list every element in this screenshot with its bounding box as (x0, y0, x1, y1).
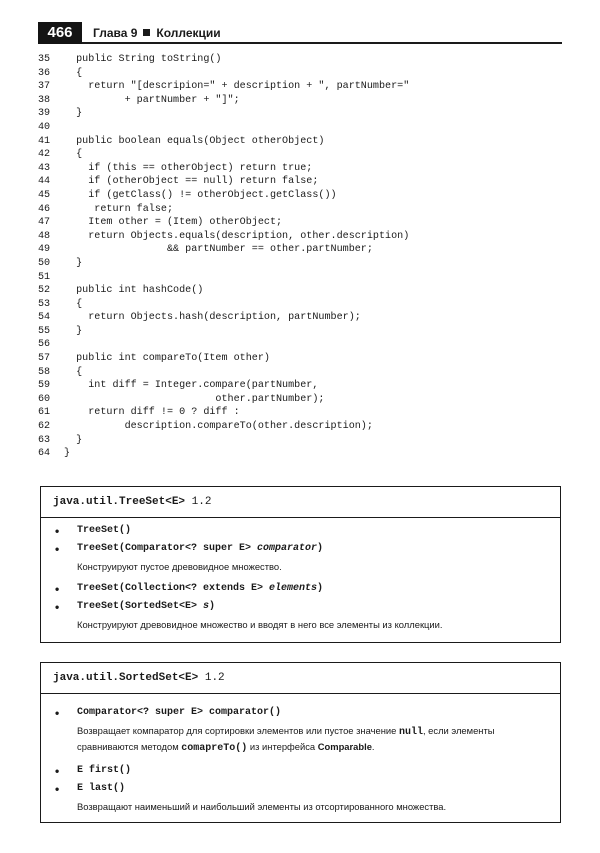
line-number: 44 (38, 176, 51, 188)
running-header (38, 22, 562, 44)
line-number: 43 (38, 162, 51, 174)
code-line (38, 420, 409, 434)
api-signature-end: ) (317, 543, 324, 554)
code-text: { (64, 298, 83, 310)
code-line (38, 298, 409, 312)
code-text: } (64, 257, 83, 269)
api-description: Конструируют древовидное множество и вводят в него все элементы из коллекции. (77, 619, 443, 630)
code-text: Item other = (Item) otherObject; (64, 217, 283, 229)
code-text: && partNumber == other.partNumber; (64, 244, 373, 256)
class-name: java.util.SortedSet<E> (53, 672, 199, 684)
code-text: other.partNumber); (64, 393, 325, 405)
code-line (38, 216, 409, 230)
api-signature: Comparator<? super E> comparator() (77, 707, 282, 718)
api-entry (55, 540, 548, 558)
code-text: + partNumber + "]"; (64, 94, 240, 106)
api-signature: E first() (77, 765, 132, 776)
code-line (38, 447, 409, 461)
section-label: Коллекции (156, 26, 221, 40)
code-text: return diff != 0 ? diff : (64, 407, 240, 419)
api-box-treeset (40, 486, 561, 643)
bullet-icon: • (55, 524, 60, 538)
line-number: 41 (38, 135, 51, 147)
line-number: 51 (38, 271, 51, 283)
line-number: 54 (38, 312, 51, 324)
bullet-icon: • (55, 542, 60, 556)
code-line (38, 135, 409, 149)
code-text: public int compareTo(Item other) (64, 353, 270, 365)
code-text: if (this == otherObject) return true; (64, 162, 313, 174)
code-line (38, 67, 409, 81)
line-number: 61 (38, 407, 51, 419)
code-text: } (64, 325, 83, 337)
version: 1.2 (204, 672, 225, 684)
chapter-label: Глава 9 (93, 26, 138, 40)
line-number: 36 (38, 67, 51, 79)
class-name: java.util.TreeSet<E> (53, 496, 186, 508)
api-signature: TreeSet(Comparator<? super E> (77, 543, 258, 554)
line-number: 50 (38, 257, 51, 269)
code-line (38, 243, 409, 257)
code-interface: Comparable (317, 741, 372, 752)
chapter-title (93, 22, 221, 44)
api-signature-end: ) (209, 601, 216, 612)
api-entry (55, 580, 548, 598)
code-text: if (getClass() != otherObject.getClass()) (64, 189, 337, 201)
code-text: public int hashCode() (64, 285, 204, 297)
api-param: elements (269, 583, 318, 594)
bullet-icon: • (55, 782, 60, 796)
code-text: return Objects.equals(description, other.description) (64, 230, 410, 242)
code-line (38, 148, 409, 162)
code-line (38, 257, 409, 271)
line-number: 56 (38, 339, 51, 351)
line-number: 40 (38, 121, 51, 133)
api-box-title (41, 487, 560, 518)
bullet-icon: • (55, 600, 60, 614)
code-line (38, 311, 409, 325)
line-number: 58 (38, 366, 51, 378)
code-text: return Objects.hash(description, partNumber); (64, 312, 361, 324)
code-text: return false; (64, 203, 174, 215)
header-rule (82, 42, 562, 44)
api-box-body (41, 694, 560, 814)
api-box-sortedset (40, 662, 561, 823)
api-box-title (41, 663, 560, 694)
line-number: 35 (38, 54, 51, 65)
code-line (38, 230, 409, 244)
code-text: } (64, 434, 83, 446)
line-number: 57 (38, 353, 51, 365)
version: 1.2 (191, 496, 212, 508)
line-number: 49 (38, 244, 51, 256)
code-text: if (otherObject == null) return false; (64, 176, 319, 188)
code-line (38, 406, 409, 420)
line-number: 62 (38, 421, 51, 433)
code-text: public boolean equals(Object otherObject) (64, 135, 325, 147)
line-number: 63 (38, 434, 51, 446)
bullet-icon: • (55, 706, 60, 720)
code-method: comapreTo() (181, 743, 248, 754)
api-entry (55, 780, 548, 798)
code-line (38, 203, 409, 217)
api-param: comparator (257, 543, 318, 554)
code-line (38, 338, 409, 352)
line-number: 47 (38, 217, 51, 229)
api-signature-end: ) (317, 583, 324, 594)
code-text: int diff = Integer.compare(partNumber, (64, 380, 319, 392)
line-number: 46 (38, 203, 51, 215)
code-text: } (64, 108, 83, 120)
api-entry (55, 704, 548, 722)
api-param: s (203, 601, 210, 612)
code-line (38, 271, 409, 285)
api-entry (55, 598, 548, 616)
line-number: 42 (38, 149, 51, 161)
api-description: Возвращают наименьший и наибольший элементы из отсортированного множества. (77, 801, 447, 812)
desc-text: . (371, 741, 375, 752)
page-number: 466 (38, 22, 82, 44)
code-text: public String toString() (64, 54, 222, 65)
code-text: { (64, 67, 83, 79)
bullet-icon: • (55, 582, 60, 596)
api-entry (55, 522, 548, 540)
line-number: 52 (38, 285, 51, 297)
api-entry (55, 762, 548, 780)
bullet-icon: • (55, 764, 60, 778)
code-line (38, 189, 409, 203)
code-line (38, 393, 409, 407)
api-description (55, 724, 548, 756)
api-signature: E last() (77, 783, 126, 794)
code-line (38, 366, 409, 380)
code-listing (38, 53, 409, 461)
code-null: null (398, 727, 423, 738)
line-number: 39 (38, 108, 51, 120)
code-line (38, 434, 409, 448)
desc-text: Возвращает компаратор для сортировки элементов или пустое значение (77, 725, 399, 736)
code-line (38, 379, 409, 393)
code-line (38, 94, 409, 108)
desc-text: из интерфейса (247, 741, 318, 752)
code-text: { (64, 366, 83, 378)
api-signature: TreeSet(SortedSet<E> (77, 601, 204, 612)
code-line (38, 352, 409, 366)
line-number: 48 (38, 230, 51, 242)
code-line (38, 107, 409, 121)
line-number: 55 (38, 325, 51, 337)
line-number: 60 (38, 393, 51, 405)
line-number: 45 (38, 189, 51, 201)
code-text: } (64, 448, 71, 460)
line-number: 38 (38, 94, 51, 106)
code-line (38, 80, 409, 94)
line-number: 37 (38, 81, 51, 93)
line-number: 59 (38, 380, 51, 392)
code-text: description.compareTo(other.description); (64, 421, 373, 433)
code-line (38, 284, 409, 298)
line-number: 64 (38, 448, 51, 460)
code-line (38, 53, 409, 67)
square-separator-icon (143, 29, 150, 36)
code-text: return "[descripion=" + description + ", partNumber=" (64, 81, 410, 93)
api-box-body (41, 518, 560, 632)
code-text: { (64, 149, 83, 161)
desc-text: , если элементы сравниваются методом (77, 725, 495, 752)
code-line (38, 325, 409, 339)
code-line (38, 121, 409, 135)
api-description: Конструируют пустое древовидное множество. (77, 561, 282, 572)
code-line (38, 162, 409, 176)
api-signature: TreeSet() (77, 525, 132, 536)
api-signature: TreeSet(Collection<? extends E> (77, 583, 270, 594)
code-line (38, 175, 409, 189)
line-number: 53 (38, 298, 51, 310)
